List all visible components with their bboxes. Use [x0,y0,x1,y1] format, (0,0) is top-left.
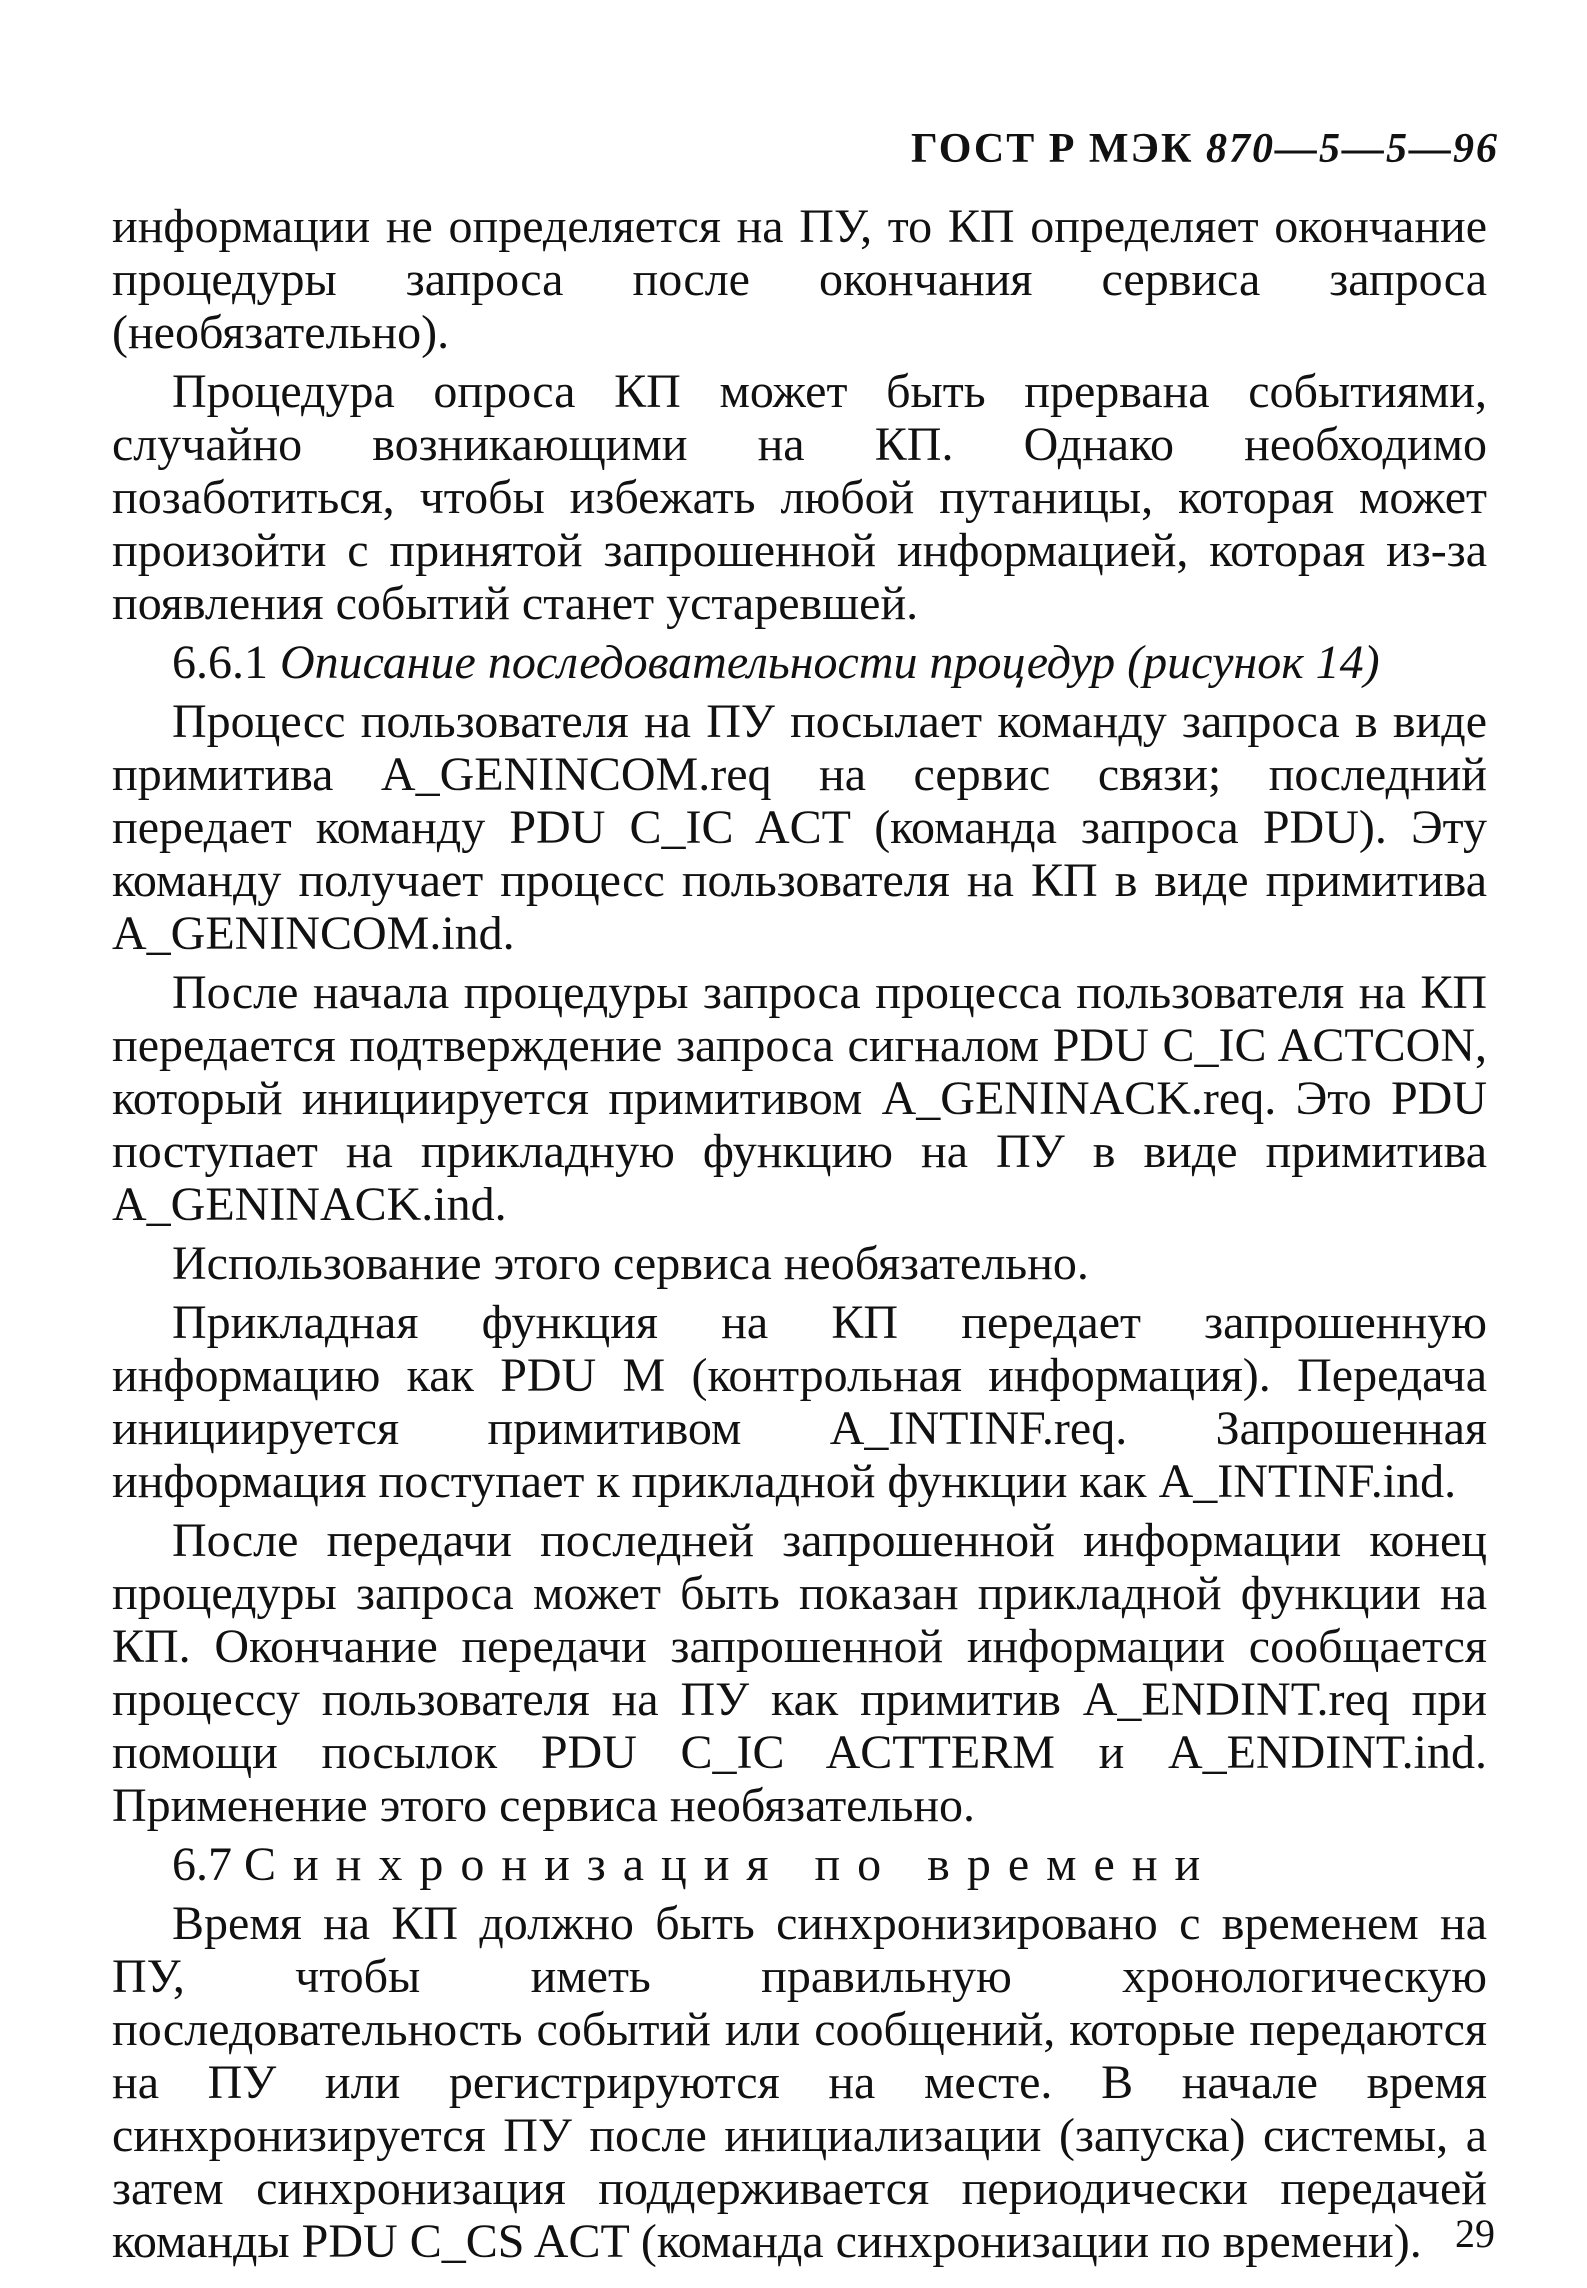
paragraph-optional-service: Использование этого сервиса необязательно. [172,1237,1089,1290]
page-number: 29 [1455,2211,1495,2256]
paragraph-time-sync: Время на КП должно быть синхронизировано с временем на ПУ, чтобы иметь правильную хронологическую последовательность событий или сообщений, которые передаются на ПУ или регистрируются на месте. В начале время синхронизируется ПУ после инициализации (запуска) системы, а затем синхронизация поддерживается периодически передачей команды PDU C_CS ACT (команда синхронизации по времени). [112,1897,1487,2268]
header-number: 870—5—5—96 [1206,126,1499,172]
paragraph-continuation: информации не определяется на ПУ, то КП определяет окончание процедуры запроса после окончания сервиса запроса (необязательно). [112,200,1487,359]
section-heading [112,1838,1487,1891]
running-header [911,125,1499,173]
subsection-title: Описание последовательности процедур (рисунок 14) [280,636,1380,689]
body-text [112,200,1487,2274]
paragraph-endint: После передачи последней запрошенной информации конец процедуры запроса может быть показан прикладной функции на КП. Окончание передачи запрошенной информации сообщается процессу пользователя на ПУ как примитив A_ENDINT.req при помощи посылок PDU C_IC ACTTERM и A_ENDINT.ind. Применение этого сервиса необязательно. [112,1514,1487,1832]
paragraph-geninack: После начала процедуры запроса процесса пользователя на КП передается подтверждение запроса сигналом PDU C_IC ACTCON, который инициируется примитивом A_GENINACK.req. Это PDU поступает на прикладную функцию на ПУ в виде примитива A_GENINACK.ind. [112,966,1487,1231]
paragraph-interruption: Процедура опроса КП может быть прервана событиями, случайно возникающими на КП. Однако необходимо позаботиться, чтобы избежать любой путаницы, которая может произойти с принятой запрошенной информацией, которая из-за появления событий станет устаревшей. [112,365,1487,630]
section-number: 6.7 [172,1838,232,1891]
section-title: Синхронизация по времени [244,1838,1218,1891]
subsection-number: 6.6.1 [172,636,268,689]
subsection-heading [112,636,1487,689]
header-prefix: ГОСТ Р МЭК [911,126,1194,172]
paragraph-intinf: Прикладная функция на КП передает запрошенную информацию как PDU M (контрольная информация). Передача инициируется примитивом A_INTINF.req. Запрошенная информация поступает к прикладной функции как A_INTINF.ind. [112,1296,1487,1508]
paragraph-genincom: Процесс пользователя на ПУ посылает команду запроса в виде примитива A_GENINCOM.req на сервис связи; последний передает команду PDU C_IC ACT (команда запроса PDU). Эту команду получает процесс пользователя на КП в виде примитива A_GENINCOM.ind. [112,695,1487,960]
